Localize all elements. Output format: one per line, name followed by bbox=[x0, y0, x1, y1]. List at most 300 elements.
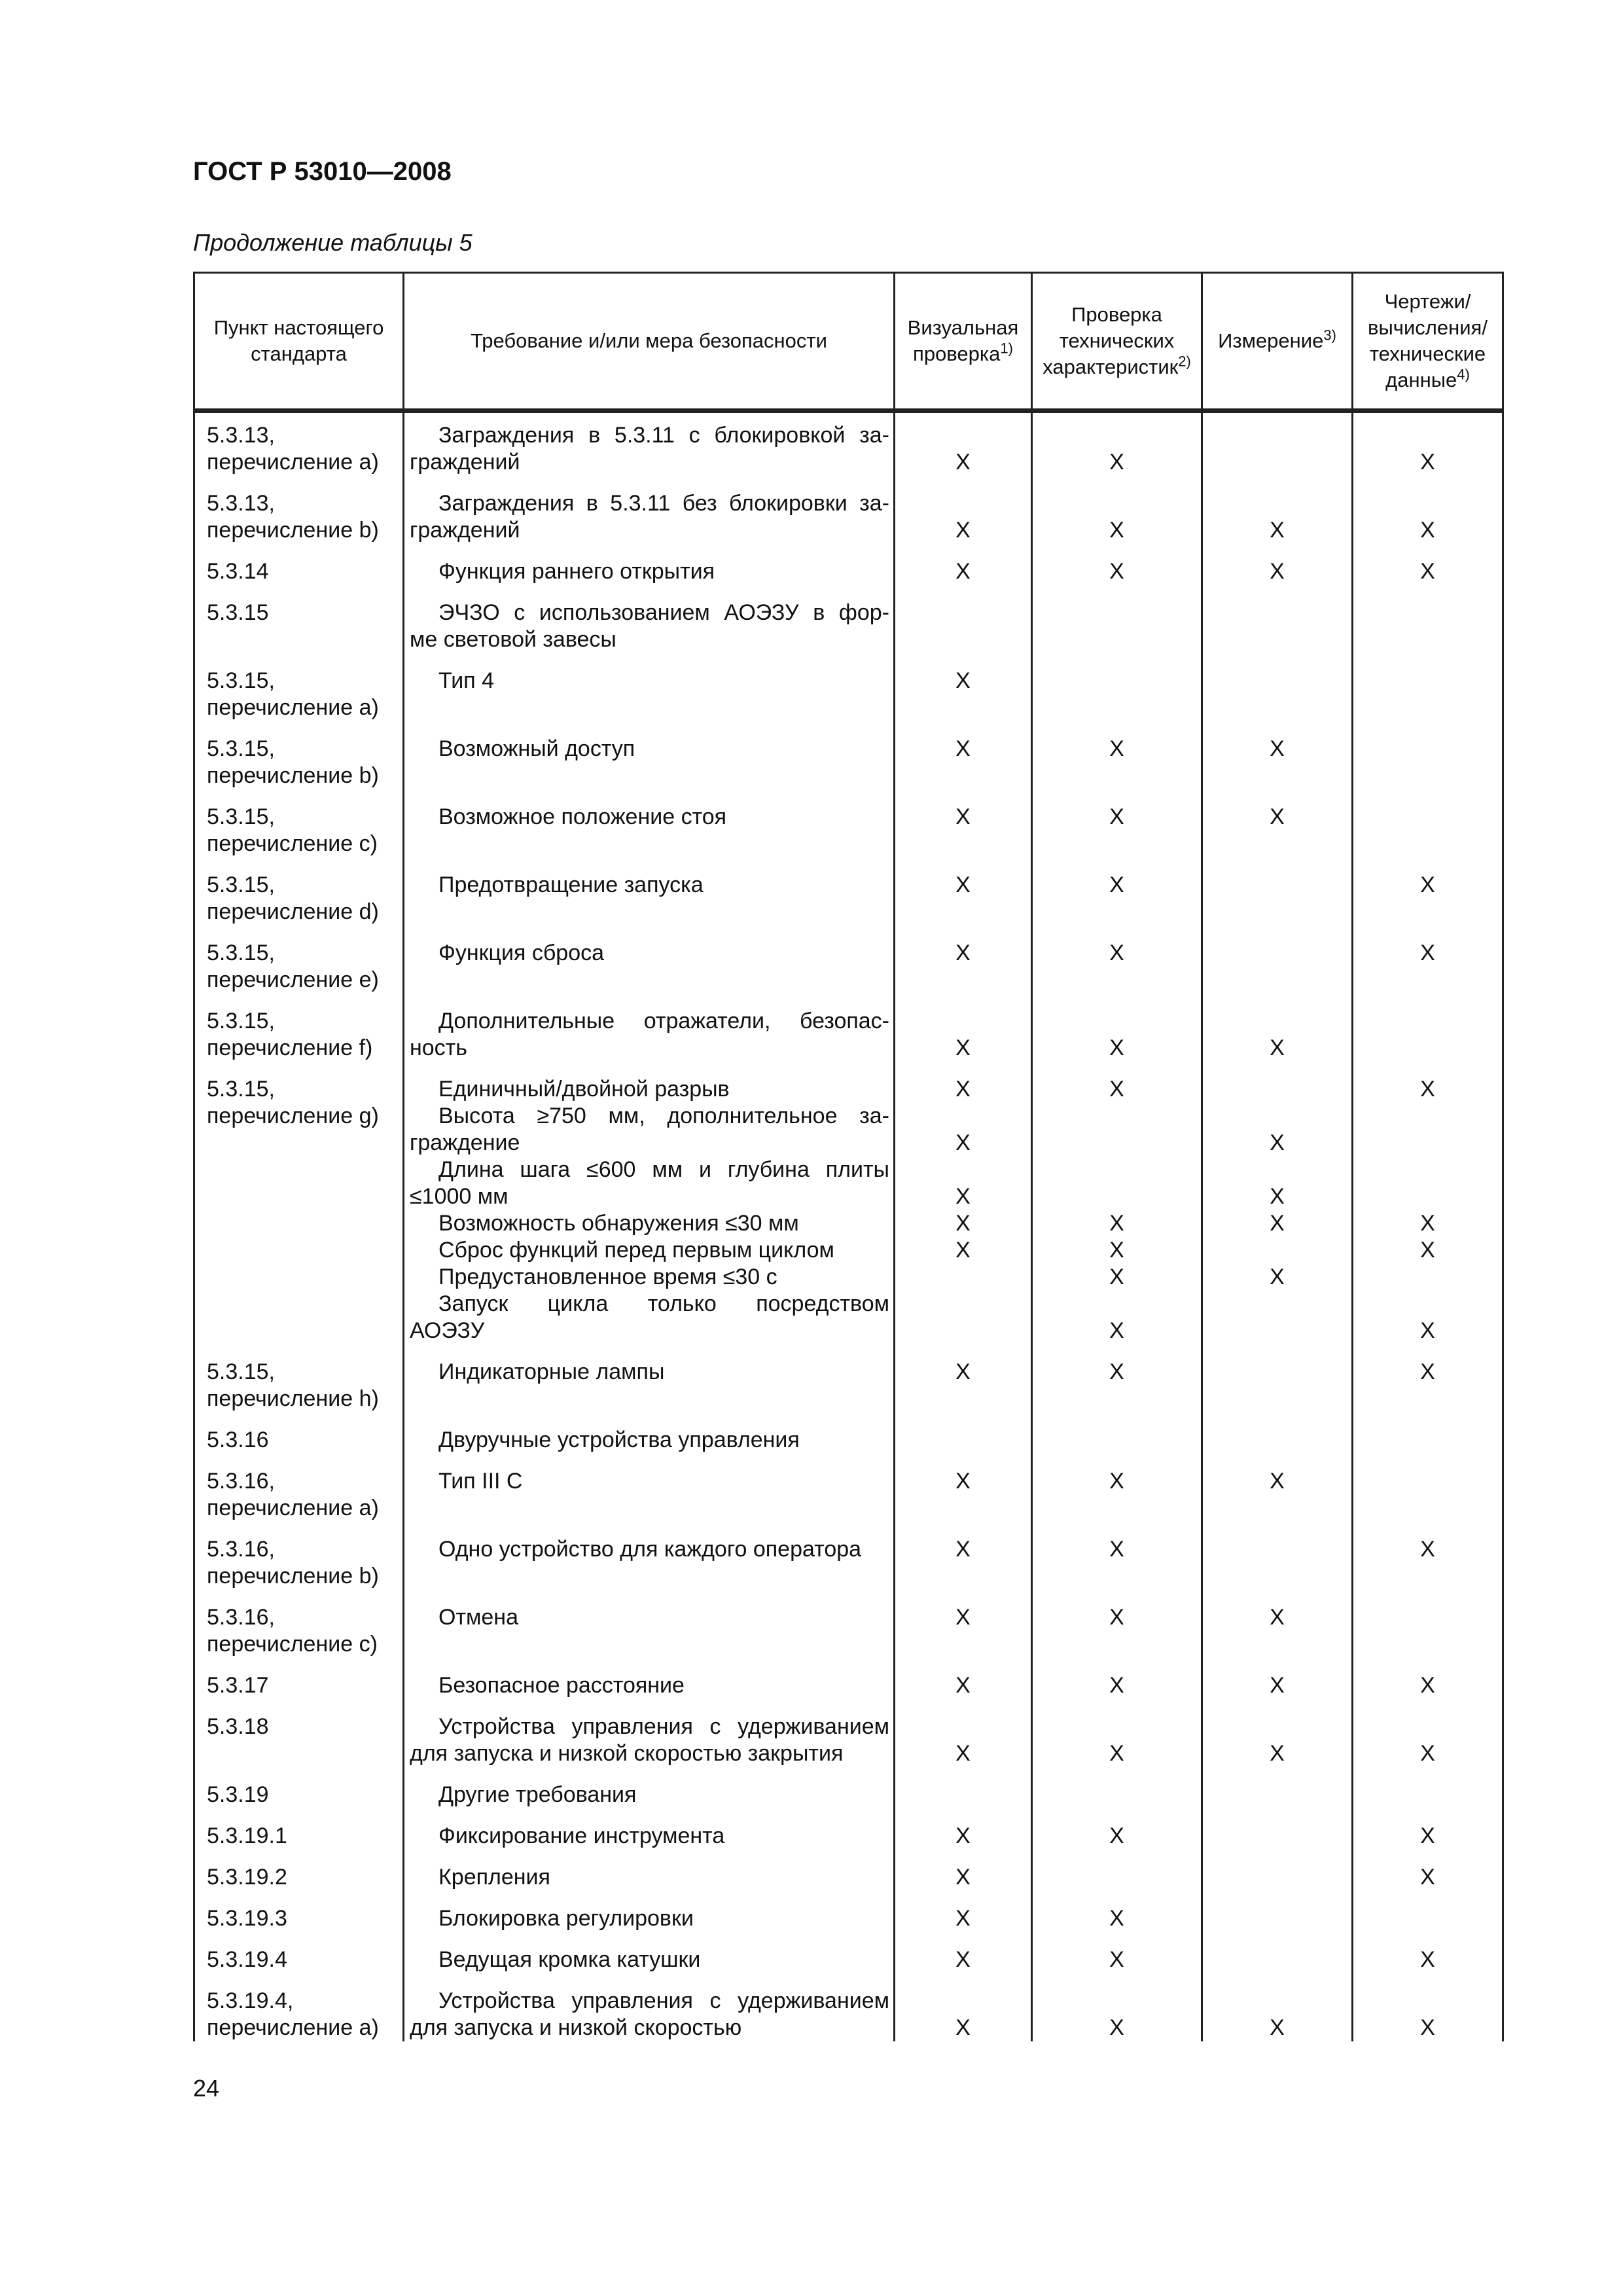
table-row bbox=[194, 558, 1503, 600]
requirement-line: Возможное положение стоя bbox=[438, 804, 727, 829]
cell-requirement bbox=[404, 804, 895, 872]
point-line: 5.3.14 bbox=[207, 559, 269, 584]
cell-tech-check bbox=[1032, 736, 1202, 804]
check-mark: X bbox=[1109, 1035, 1124, 1060]
check-mark bbox=[895, 1264, 1031, 1291]
cell-tech-check bbox=[1032, 600, 1202, 668]
cell-requirement bbox=[404, 1864, 895, 1905]
check-mark: X bbox=[955, 1184, 971, 1209]
table-row bbox=[194, 668, 1503, 736]
cell-drawings bbox=[1353, 490, 1503, 558]
point-line: 5.3.16 bbox=[207, 1427, 269, 1452]
point-line: 5.3.13, bbox=[207, 423, 275, 448]
cell-measurement bbox=[1202, 1782, 1353, 1823]
table-row bbox=[194, 940, 1503, 1008]
check-mark bbox=[1353, 1183, 1502, 1210]
cell-tech-check bbox=[1032, 1946, 1202, 1988]
cell-requirement bbox=[404, 1713, 895, 1782]
check-mark bbox=[1203, 1076, 1351, 1103]
check-mark bbox=[1353, 1468, 1502, 1495]
check-mark: X bbox=[955, 1673, 971, 1698]
cell-requirement bbox=[404, 1905, 895, 1946]
cell-requirement bbox=[404, 1076, 895, 1359]
cell-point bbox=[194, 1536, 404, 1604]
check-mark: X bbox=[1270, 1673, 1285, 1698]
check-mark bbox=[1033, 1713, 1201, 1740]
check-mark: X bbox=[1109, 1265, 1124, 1289]
check-mark: X bbox=[1420, 1673, 1435, 1698]
table-caption: Продолжение таблицы 5 bbox=[193, 229, 473, 256]
page-number: 24 bbox=[193, 2075, 220, 2102]
cell-drawings bbox=[1353, 1076, 1503, 1359]
cell-visual-check bbox=[895, 1905, 1032, 1946]
requirement-line: ме световой завесы bbox=[410, 627, 616, 652]
point-line: перечисление e) bbox=[207, 967, 379, 992]
check-mark bbox=[1203, 1157, 1351, 1183]
check-mark bbox=[895, 600, 1031, 626]
cell-measurement bbox=[1202, 490, 1353, 558]
point-line: 5.3.16, bbox=[207, 1605, 275, 1630]
check-mark: X bbox=[955, 1077, 971, 1102]
check-mark: X bbox=[1420, 1537, 1435, 1562]
cell-requirement bbox=[404, 411, 895, 491]
check-mark: X bbox=[1109, 1469, 1124, 1494]
requirement-line: Функция раннего открытия bbox=[438, 559, 715, 584]
check-mark bbox=[1203, 1103, 1351, 1130]
check-mark bbox=[1203, 1713, 1351, 1740]
table-row bbox=[194, 1076, 1503, 1359]
check-mark bbox=[1033, 600, 1201, 626]
requirement-line: Высота ≥750 мм, дополнительное за- bbox=[438, 1103, 889, 1128]
check-mark: X bbox=[955, 1469, 971, 1494]
cell-requirement bbox=[404, 1782, 895, 1823]
check-mark: X bbox=[1109, 1238, 1124, 1263]
point-line: 5.3.17 bbox=[207, 1673, 269, 1698]
cell-point bbox=[194, 1988, 404, 2041]
check-mark: X bbox=[955, 736, 971, 761]
check-mark: X bbox=[1109, 2015, 1124, 2040]
cell-drawings bbox=[1353, 804, 1503, 872]
cell-requirement bbox=[404, 736, 895, 804]
cell-tech-check bbox=[1032, 872, 1202, 940]
cell-tech-check bbox=[1032, 1823, 1202, 1864]
point-line: 5.3.15, bbox=[207, 736, 275, 761]
check-mark: X bbox=[1420, 450, 1435, 475]
table-row bbox=[194, 872, 1503, 940]
cell-measurement bbox=[1202, 411, 1353, 491]
cell-point bbox=[194, 1008, 404, 1076]
cell-measurement bbox=[1202, 668, 1353, 736]
header-point: Пункт настоящего стандарта bbox=[194, 273, 404, 411]
cell-point bbox=[194, 872, 404, 940]
cell-requirement bbox=[404, 600, 895, 668]
point-line: 5.3.15, bbox=[207, 1359, 275, 1384]
point-line: 5.3.19.4, bbox=[207, 1988, 294, 2013]
check-mark bbox=[1203, 1864, 1351, 1891]
check-mark bbox=[895, 1291, 1031, 1318]
cell-drawings bbox=[1353, 1536, 1503, 1604]
point-line: перечисление h) bbox=[207, 1386, 379, 1411]
cell-requirement bbox=[404, 940, 895, 1008]
check-mark bbox=[1353, 1291, 1502, 1318]
cell-drawings bbox=[1353, 668, 1503, 736]
check-mark: X bbox=[1270, 518, 1285, 543]
check-mark bbox=[895, 1157, 1031, 1183]
cell-visual-check bbox=[895, 1604, 1032, 1672]
check-mark: X bbox=[1420, 1947, 1435, 1972]
cell-visual-check bbox=[895, 1782, 1032, 1823]
requirement-line: Тип III C bbox=[438, 1469, 523, 1494]
requirement-line: Блокировка регулировки bbox=[438, 1906, 694, 1931]
cell-requirement bbox=[404, 872, 895, 940]
cell-visual-check bbox=[895, 668, 1032, 736]
table-row bbox=[194, 1008, 1503, 1076]
check-mark: X bbox=[1270, 1469, 1285, 1494]
check-mark: X bbox=[1109, 872, 1124, 897]
cell-drawings bbox=[1353, 558, 1503, 600]
check-mark: X bbox=[1109, 736, 1124, 761]
check-mark: X bbox=[955, 518, 971, 543]
cell-measurement bbox=[1202, 558, 1353, 600]
cell-requirement bbox=[404, 668, 895, 736]
check-mark: X bbox=[1109, 559, 1124, 584]
header-requirement: Требование и/или мера безопасности bbox=[404, 273, 895, 411]
check-mark bbox=[895, 1427, 1031, 1454]
cell-drawings bbox=[1353, 940, 1503, 1008]
cell-measurement bbox=[1202, 1008, 1353, 1076]
cell-requirement bbox=[404, 1988, 895, 2041]
check-mark: X bbox=[1420, 872, 1435, 897]
table-row bbox=[194, 600, 1503, 668]
check-mark: X bbox=[1420, 941, 1435, 965]
requirement-line: ность bbox=[410, 1035, 467, 1060]
header-drawings: Чертежи/ вычисления/ технические данные$^{4)}$ bbox=[1353, 273, 1503, 411]
check-mark: X bbox=[955, 1130, 971, 1155]
header-tech-check: Проверка технических характеристик$^{2)}$ bbox=[1032, 273, 1202, 411]
header-visual-check: Визуальная проверка$^{1)}$ bbox=[895, 273, 1032, 411]
cell-measurement bbox=[1202, 804, 1353, 872]
table-row bbox=[194, 1713, 1503, 1782]
requirement-line: граждений bbox=[410, 518, 520, 543]
cell-tech-check bbox=[1032, 1905, 1202, 1946]
point-line: перечисление d) bbox=[207, 899, 379, 924]
cell-tech-check bbox=[1032, 1468, 1202, 1536]
check-mark bbox=[1353, 1604, 1502, 1631]
cell-drawings bbox=[1353, 1604, 1503, 1672]
check-mark: X bbox=[1420, 1741, 1435, 1766]
requirement-line: Безопасное расстояние bbox=[438, 1673, 685, 1698]
requirement-line: Крепления bbox=[438, 1865, 550, 1890]
cell-visual-check bbox=[895, 1536, 1032, 1604]
check-mark: X bbox=[1109, 1605, 1124, 1630]
check-mark: X bbox=[955, 668, 971, 693]
cell-visual-check bbox=[895, 940, 1032, 1008]
cell-drawings bbox=[1353, 600, 1503, 668]
check-mark bbox=[1033, 1103, 1201, 1130]
check-mark: X bbox=[1420, 1238, 1435, 1263]
check-mark: X bbox=[1420, 1823, 1435, 1848]
check-mark: X bbox=[1109, 1077, 1124, 1102]
check-mark bbox=[1203, 1008, 1351, 1035]
check-mark bbox=[1203, 1823, 1351, 1850]
check-mark bbox=[1203, 1359, 1351, 1386]
cell-drawings bbox=[1353, 1988, 1503, 2041]
cell-drawings bbox=[1353, 1468, 1503, 1536]
point-line: 5.3.15 bbox=[207, 600, 269, 625]
cell-point bbox=[194, 1604, 404, 1672]
cell-point bbox=[194, 1782, 404, 1823]
point-line: перечисление a) bbox=[207, 450, 379, 475]
cell-tech-check bbox=[1032, 1008, 1202, 1076]
check-mark bbox=[1353, 1008, 1502, 1035]
cell-requirement bbox=[404, 1008, 895, 1076]
point-line: 5.3.19 bbox=[207, 1782, 269, 1807]
check-mark bbox=[1203, 1782, 1351, 1808]
check-mark: X bbox=[955, 1211, 971, 1236]
point-line: 5.3.19.3 bbox=[207, 1906, 287, 1931]
check-mark bbox=[1033, 1130, 1201, 1157]
cell-visual-check bbox=[895, 804, 1032, 872]
requirement-line: Двуручные устройства управления bbox=[438, 1427, 800, 1452]
cell-measurement bbox=[1202, 736, 1353, 804]
check-mark: X bbox=[955, 450, 971, 475]
cell-measurement bbox=[1202, 1604, 1353, 1672]
cell-tech-check bbox=[1032, 1782, 1202, 1823]
table-row bbox=[194, 1604, 1503, 1672]
check-mark: X bbox=[1270, 736, 1285, 761]
cell-point bbox=[194, 1359, 404, 1427]
document-title: ГОСТ Р 53010—2008 bbox=[193, 157, 452, 186]
check-mark: X bbox=[1420, 518, 1435, 543]
point-line: 5.3.16, bbox=[207, 1469, 275, 1494]
check-mark bbox=[1203, 422, 1351, 449]
requirements-table-container bbox=[193, 272, 1502, 2041]
check-mark: X bbox=[1109, 1906, 1124, 1931]
cell-tech-check bbox=[1032, 1864, 1202, 1905]
check-mark bbox=[1203, 1988, 1351, 2015]
check-mark bbox=[1033, 1782, 1201, 1808]
check-mark: X bbox=[1109, 941, 1124, 965]
point-line: перечисление b) bbox=[207, 518, 379, 543]
cell-requirement bbox=[404, 490, 895, 558]
table-row bbox=[194, 1536, 1503, 1604]
check-mark: X bbox=[1270, 1184, 1285, 1209]
point-line: перечисление c) bbox=[207, 1632, 378, 1657]
check-mark: X bbox=[1270, 804, 1285, 829]
cell-measurement bbox=[1202, 1905, 1353, 1946]
point-line: перечисление b) bbox=[207, 763, 379, 788]
cell-requirement bbox=[404, 1946, 895, 1988]
cell-point bbox=[194, 668, 404, 736]
requirements-table bbox=[193, 272, 1504, 2041]
check-mark bbox=[1203, 600, 1351, 626]
cell-tech-check bbox=[1032, 1713, 1202, 1782]
check-mark bbox=[1203, 1318, 1351, 1344]
check-mark: X bbox=[955, 2015, 971, 2040]
check-mark bbox=[1033, 1008, 1201, 1035]
requirement-line: Другие требования bbox=[438, 1782, 637, 1807]
cell-requirement bbox=[404, 1823, 895, 1864]
cell-drawings bbox=[1353, 1713, 1503, 1782]
cell-visual-check bbox=[895, 1988, 1032, 2041]
requirement-line: для запуска и низкой скоростью закрытия bbox=[410, 1741, 844, 1766]
point-line: 5.3.19.4 bbox=[207, 1947, 287, 1972]
cell-drawings bbox=[1353, 1905, 1503, 1946]
cell-measurement bbox=[1202, 1076, 1353, 1359]
cell-drawings bbox=[1353, 1864, 1503, 1905]
cell-tech-check bbox=[1032, 1604, 1202, 1672]
check-mark: X bbox=[1270, 1035, 1285, 1060]
cell-point bbox=[194, 736, 404, 804]
check-mark: X bbox=[1109, 804, 1124, 829]
check-mark: X bbox=[1109, 1318, 1124, 1343]
table-row bbox=[194, 1782, 1503, 1823]
cell-visual-check bbox=[895, 872, 1032, 940]
check-mark bbox=[895, 1782, 1031, 1808]
cell-visual-check bbox=[895, 490, 1032, 558]
cell-tech-check bbox=[1032, 1427, 1202, 1468]
check-mark: X bbox=[1109, 1741, 1124, 1766]
requirement-line: Заграждения в 5.3.11 с блокировкой за- bbox=[438, 423, 889, 448]
check-mark: X bbox=[1109, 1359, 1124, 1384]
cell-point bbox=[194, 1946, 404, 1988]
requirement-line: Сброс функций перед первым циклом bbox=[438, 1238, 834, 1263]
check-mark bbox=[1353, 1782, 1502, 1808]
check-mark: X bbox=[955, 559, 971, 584]
cell-point bbox=[194, 1672, 404, 1713]
check-mark bbox=[1203, 940, 1351, 967]
point-line: 5.3.18 bbox=[207, 1714, 269, 1739]
requirement-line: Одно устройство для каждого оператора bbox=[438, 1537, 862, 1562]
cell-measurement bbox=[1202, 1427, 1353, 1468]
check-mark: X bbox=[1109, 1211, 1124, 1236]
check-mark: X bbox=[955, 1823, 971, 1848]
check-mark bbox=[1353, 1905, 1502, 1932]
requirement-line: Ведущая кромка катушки bbox=[438, 1947, 701, 1972]
table-header bbox=[194, 273, 1503, 411]
requirement-line: Длина шага ≤600 мм и глубина плиты bbox=[438, 1157, 889, 1182]
cell-point bbox=[194, 804, 404, 872]
cell-drawings bbox=[1353, 1823, 1503, 1864]
cell-drawings bbox=[1353, 411, 1503, 491]
cell-visual-check bbox=[895, 1359, 1032, 1427]
cell-point bbox=[194, 1468, 404, 1536]
cell-tech-check bbox=[1032, 940, 1202, 1008]
point-line: 5.3.15, bbox=[207, 1077, 275, 1102]
check-mark: X bbox=[1270, 1130, 1285, 1155]
cell-measurement bbox=[1202, 1823, 1353, 1864]
cell-visual-check bbox=[895, 1672, 1032, 1713]
check-mark bbox=[1353, 1264, 1502, 1291]
cell-visual-check bbox=[895, 736, 1032, 804]
cell-point bbox=[194, 1864, 404, 1905]
check-mark: X bbox=[1109, 1537, 1124, 1562]
table-row bbox=[194, 1864, 1503, 1905]
cell-measurement bbox=[1202, 1713, 1353, 1782]
requirement-line: ЭЧЗО с использованием АОЭЗУ в фор- bbox=[438, 600, 889, 625]
point-line: 5.3.15, bbox=[207, 941, 275, 965]
cell-visual-check bbox=[895, 1427, 1032, 1468]
requirement-line: Фиксирование инструмента bbox=[438, 1823, 725, 1848]
check-mark bbox=[1033, 1183, 1201, 1210]
cell-measurement bbox=[1202, 1672, 1353, 1713]
check-mark: X bbox=[1420, 2015, 1435, 2040]
check-mark bbox=[1353, 1035, 1502, 1062]
point-line: 5.3.16, bbox=[207, 1537, 275, 1562]
cell-visual-check bbox=[895, 411, 1032, 491]
check-mark: X bbox=[955, 1906, 971, 1931]
point-line: 5.3.15, bbox=[207, 1009, 275, 1033]
check-mark bbox=[895, 1103, 1031, 1130]
check-mark bbox=[1353, 600, 1502, 626]
check-mark bbox=[1203, 1905, 1351, 1932]
table-row bbox=[194, 1672, 1503, 1713]
cell-point bbox=[194, 411, 404, 491]
cell-requirement bbox=[404, 1468, 895, 1536]
check-mark bbox=[1203, 1291, 1351, 1318]
cell-drawings bbox=[1353, 872, 1503, 940]
requirement-line: граждение bbox=[410, 1130, 520, 1155]
check-mark: X bbox=[1270, 2015, 1285, 2040]
table-row bbox=[194, 804, 1503, 872]
point-line: 5.3.15, bbox=[207, 804, 275, 829]
cell-measurement bbox=[1202, 1359, 1353, 1427]
cell-tech-check bbox=[1032, 490, 1202, 558]
cell-drawings bbox=[1353, 1946, 1503, 1988]
cell-tech-check bbox=[1032, 1076, 1202, 1359]
point-line: 5.3.19.2 bbox=[207, 1865, 287, 1890]
check-mark bbox=[895, 422, 1031, 449]
check-mark: X bbox=[1109, 1823, 1124, 1848]
check-mark bbox=[1203, 668, 1351, 694]
cell-measurement bbox=[1202, 872, 1353, 940]
check-mark bbox=[1203, 872, 1351, 899]
requirement-line: Возможность обнаружения ≤30 мм bbox=[438, 1211, 799, 1236]
table-row bbox=[194, 1359, 1503, 1427]
check-mark bbox=[895, 1318, 1031, 1344]
table-row bbox=[194, 1988, 1503, 2041]
check-mark: X bbox=[1109, 1947, 1124, 1972]
check-mark: X bbox=[1270, 1211, 1285, 1236]
cell-point bbox=[194, 490, 404, 558]
check-mark: X bbox=[955, 872, 971, 897]
point-line: 5.3.15, bbox=[207, 668, 275, 693]
cell-visual-check bbox=[895, 1076, 1032, 1359]
check-mark bbox=[1203, 1237, 1351, 1264]
point-line: перечисление g) bbox=[207, 1103, 379, 1128]
requirement-line: Возможный доступ bbox=[438, 736, 635, 761]
requirement-line: Индикаторные лампы bbox=[438, 1359, 665, 1384]
check-mark: X bbox=[1109, 450, 1124, 475]
check-mark: X bbox=[955, 1035, 971, 1060]
point-line: перечисление a) bbox=[207, 695, 379, 720]
cell-measurement bbox=[1202, 1988, 1353, 2041]
point-line: 5.3.15, bbox=[207, 872, 275, 897]
check-mark: X bbox=[1420, 1211, 1435, 1236]
cell-point bbox=[194, 600, 404, 668]
cell-measurement bbox=[1202, 1864, 1353, 1905]
check-mark: X bbox=[1270, 1265, 1285, 1289]
cell-point bbox=[194, 1823, 404, 1864]
table-row bbox=[194, 1427, 1503, 1468]
cell-visual-check bbox=[895, 558, 1032, 600]
check-mark: X bbox=[1109, 1673, 1124, 1698]
check-mark: X bbox=[1270, 559, 1285, 584]
cell-tech-check bbox=[1032, 1359, 1202, 1427]
check-mark: X bbox=[955, 804, 971, 829]
cell-measurement bbox=[1202, 940, 1353, 1008]
check-mark: X bbox=[955, 1537, 971, 1562]
